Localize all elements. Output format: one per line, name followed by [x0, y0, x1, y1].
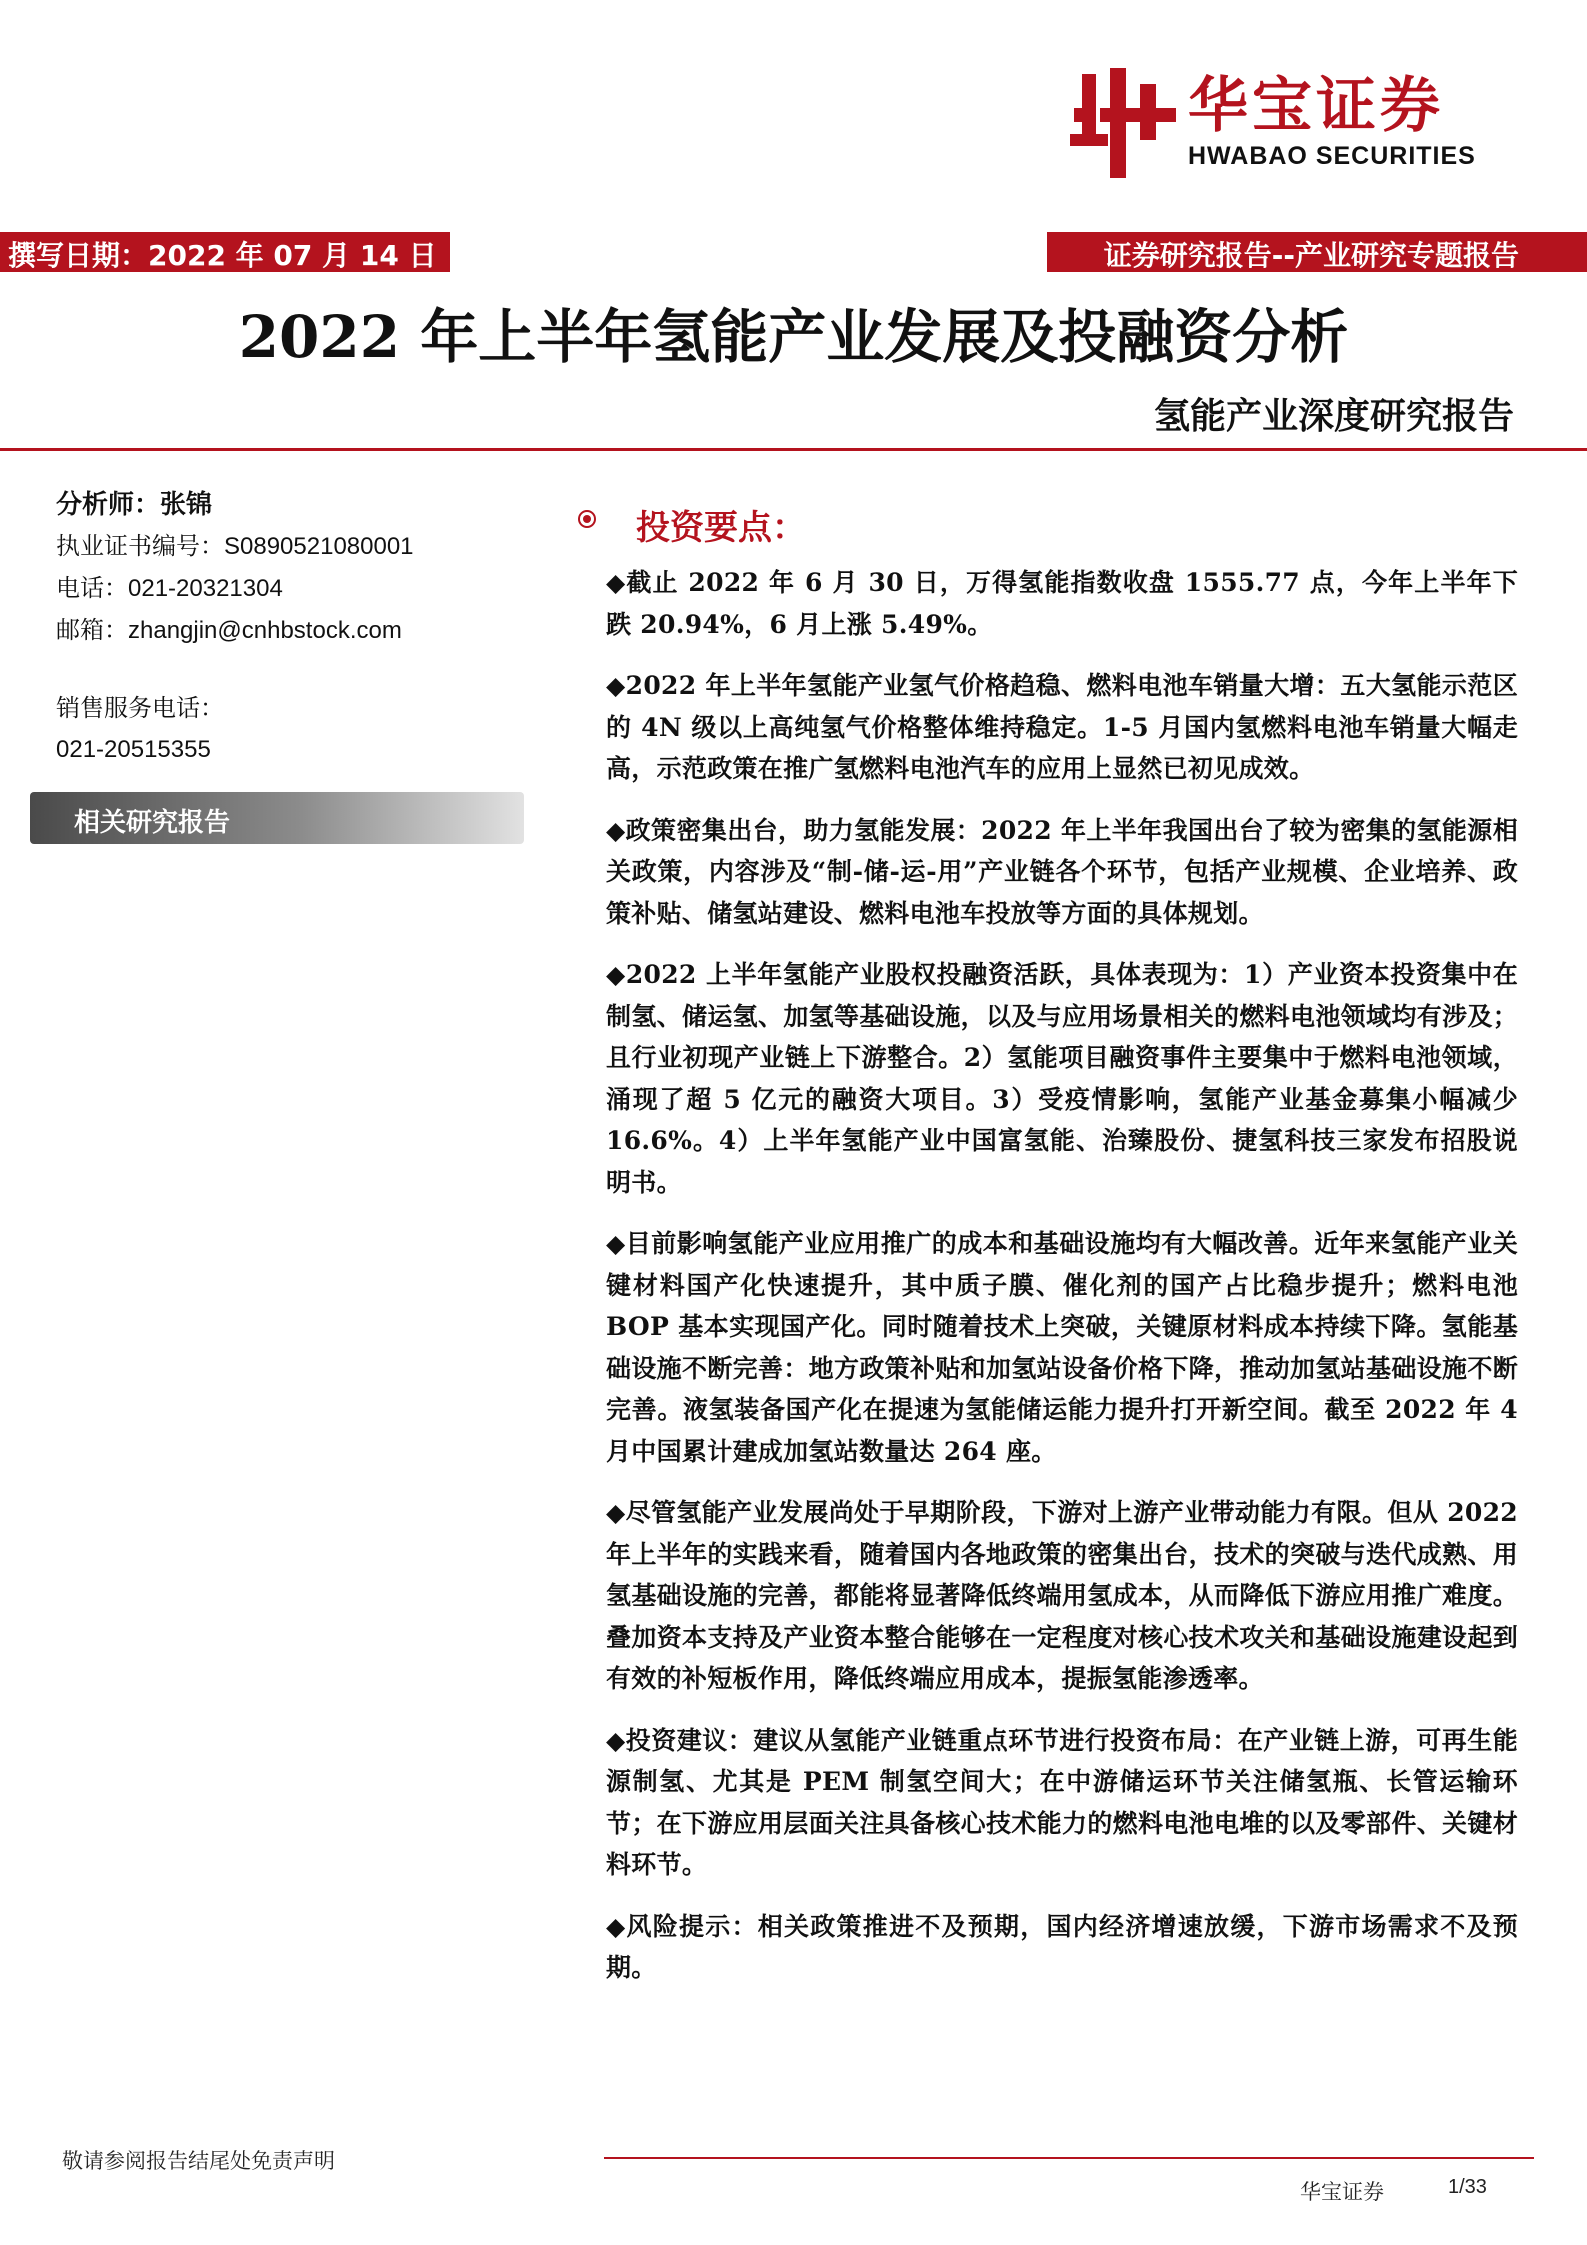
company-logo — [1070, 68, 1510, 178]
phone-label: 电话： — [56, 574, 128, 602]
page-number: 1/33 — [1448, 2176, 1487, 2198]
investment-point: ◆政策密集出台，助力氢能发展：2022 年上半年我国出台了较为密集的氢能源相关政策，内容涉及“制-储-运-用”产业链各个环节，包括产业规模、企业培养、政策补贴、储氢站建设、燃料电池车投放等方面的具体规划。 — [606, 815, 1518, 928]
related-reports-bar — [30, 792, 524, 844]
logo-en-text: HWABAO SECURITIES — [1188, 142, 1476, 170]
investment-point: ◆投资建议：建议从氢能产业链重点环节进行投资布局：在产业链上游，可再生能源制氢、尤其是 PEM 制氢空间大；在中游储运环节关注储氢瓶、长管运输环节；在下游应用层面关注具备核心技术能力的燃料电池电堆的以及零部件、关键材料环节。 — [606, 1725, 1518, 1879]
cert-label: 执业证书编号： — [56, 532, 224, 560]
footer-company: 华宝证券 — [1300, 2180, 1384, 2204]
investment-point: ◆2022 年上半年氢能产业氢气价格趋稳、燃料电池车销量大增：五大氢能示范区的 4N 级以上高纯氢气价格整体维持稳定。1-5 月国内氢燃料电池车销量大幅走高，示范政策在推广氢燃料电池汽车的应用上显然已初见成效。 — [606, 671, 1518, 783]
email-label: 邮箱： — [56, 616, 128, 644]
footer-disclaimer: 敬请参阅报告结尾处免责声明 — [62, 2149, 335, 2173]
sales-phone-value: 021-20515355 — [56, 736, 211, 763]
title-divider — [0, 448, 1587, 451]
investment-point: ◆尽管氢能产业发展尚处于早期阶段，下游对上游产业带动能力有限。但从 2022 年上半年的实践来看，随着国内各地政策的密集出台，技术的突破与迭代成熟、用氢基础设施的完善，都能将显著降低终端用氢成本，从而降低下游应用推广难度。叠加资本支持及产业资本整合能够在一定程度对核心技术攻关和基础设施建设起到有效的补短板作用，降低终端应用成本，提振氢能渗透率。 — [606, 1498, 1518, 1693]
report-type: 证券研究报告--产业研究专题报告 — [1103, 239, 1519, 272]
email-row — [56, 614, 526, 656]
analyst-info — [56, 488, 526, 776]
sales-phone-label: 销售服务电话： — [56, 694, 224, 722]
analyst-name: 分析师：张锦 — [56, 490, 213, 520]
investment-point: ◆风险提示：相关政策推进不及预期，国内经济增速放缓，下游市场需求不及预期。 — [606, 1911, 1518, 1982]
investment-point: ◆2022 上半年氢能产业股权投融资活跃，具体表现为：1）产业资本投资集中在制氢、储运氢、加氢等基础设施，以及与应用场景相关的燃料电池领域均有涉及；且行业初现产业链上下游整合。2）氢能项目融资事件主要集中于燃料电池领域，涌现了超 5 亿元的融资大项目。3）受疫情影响，氢能产业基金募集小幅减少 16.6%。4）上半年氢能产业中国富氢能、治臻股份、捷氢科技三家发布招股说明书。 — [606, 960, 1518, 1197]
phone-row — [56, 572, 526, 614]
investment-points-list — [606, 562, 1518, 2009]
report-date: 撰写日期：2022 年 07 月 14 日 — [8, 239, 437, 272]
report-title: 2022 年上半年氢能产业发展及投融资分析 — [238, 303, 1349, 371]
investment-points-title: 投资要点： — [636, 508, 806, 548]
hwabao-logo-icon — [1070, 68, 1180, 178]
email-value[interactable]: zhangjin@cnhbstock.com — [128, 617, 402, 644]
footer-divider — [604, 2157, 1534, 2159]
cert-number-row — [56, 530, 526, 572]
logo-cn-text: 华宝证券 — [1188, 71, 1444, 141]
report-subtitle: 氢能产业深度研究报告 — [1153, 395, 1514, 437]
investment-point: ◆截止 2022 年 6 月 30 日，万得氢能指数收盘 1555.77 点，今年上半年下跌 20.94%，6 月上涨 5.49%。 — [606, 568, 1518, 639]
phone-value: 021-20321304 — [128, 575, 283, 602]
investment-point: ◆目前影响氢能产业应用推广的成本和基础设施均有大幅改善。近年来氢能产业关键材料国产化快速提升，其中质子膜、催化剂的国产占比稳步提升；燃料电池 BOP 基本实现国产化。同时随着技术上突破，关键原材料成本持续下降。氢能基础设施不断完善：地方政策补贴和加氢站设备价格下降，推动加氢站基础设施不断完善。液氢装备国产化在提速为氢能储运能力提升打开新空间。截至 2022 年 4 月中国累计建成加氢站数量达 264 座。 — [606, 1229, 1518, 1466]
cert-value: S0890521080001 — [224, 533, 414, 560]
related-reports-label: 相关研究报告 — [74, 808, 231, 838]
target-icon — [578, 510, 596, 528]
